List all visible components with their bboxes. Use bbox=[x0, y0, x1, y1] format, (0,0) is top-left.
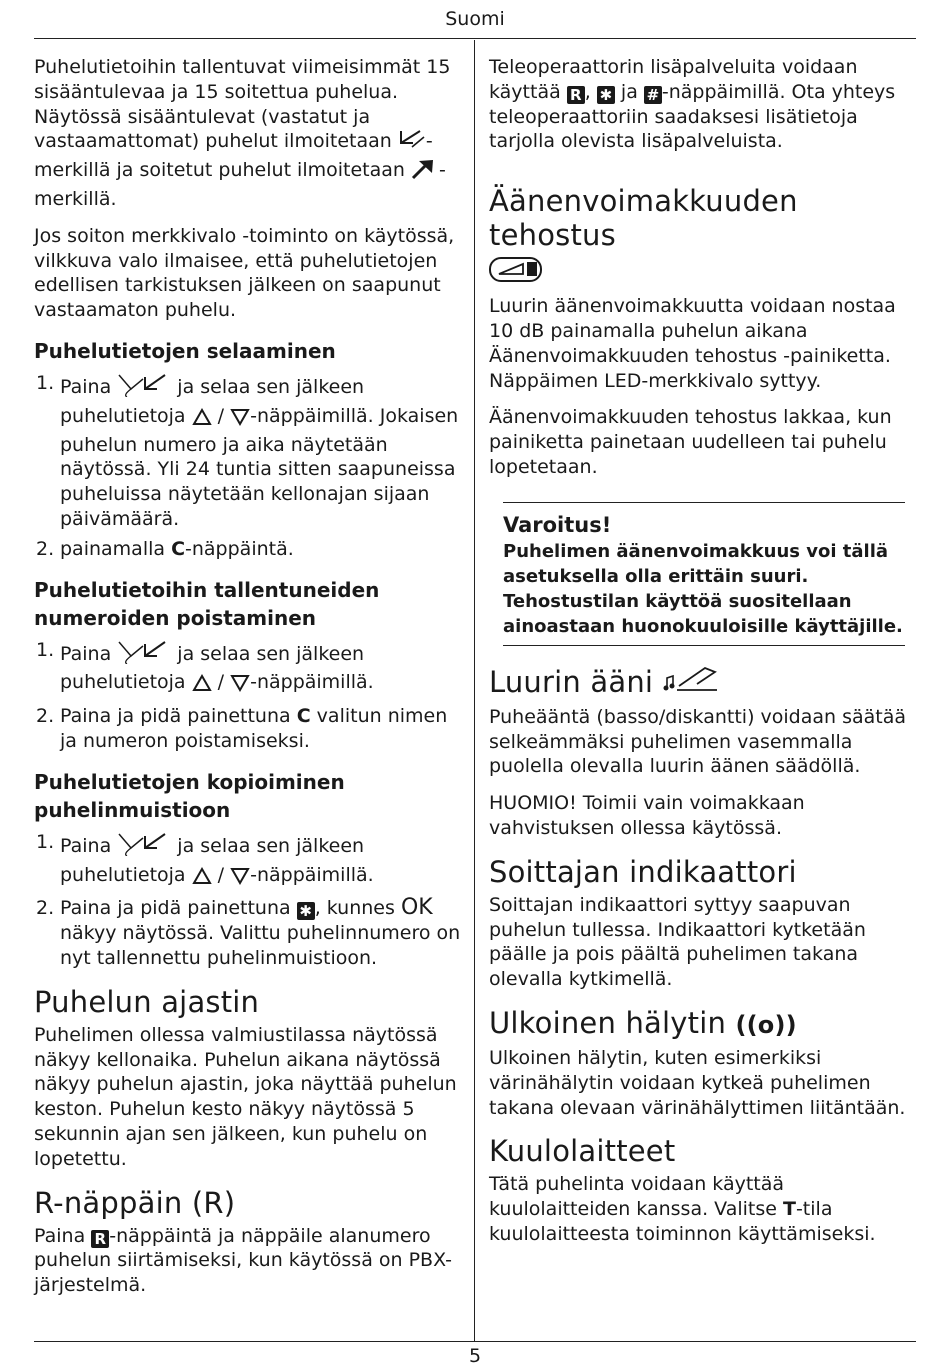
star-key-icon: ✱ bbox=[597, 86, 615, 104]
warning-body: Puhelimen äänenvoimakkuus voi tällä asetuksella olla erittäin suuri. Tehostustilan käyttöä suositellaan ainoastaan huonokuuloisille käyttäjille. bbox=[503, 540, 903, 637]
c-key-label: C bbox=[171, 537, 186, 560]
ok-display-text: OK bbox=[400, 895, 433, 921]
heading-external-alert: Ulkoinen hälytin ((o)) bbox=[489, 1005, 797, 1040]
incoming-call-icon bbox=[398, 129, 426, 158]
call-log-key-icon bbox=[117, 638, 171, 671]
copy-steps bbox=[34, 830, 464, 971]
heading-copy: Puhelutietojen kopioiminen puhelinmuistioon bbox=[34, 769, 345, 822]
hash-key-icon: # bbox=[644, 86, 662, 104]
caller-indicator-text: Soittajan indikaattori syttyy saapuvan puhelun tullessa. Indikaattori kytketään päälle ja pois päältä puhelimen takana olevalla kytkimellä. bbox=[489, 893, 866, 991]
list-item: 2. painamalla C-näppäintä. bbox=[36, 537, 294, 560]
warning-title: Varoitus! bbox=[503, 512, 612, 537]
heading-caller-indicator: Soittajan indikaattori bbox=[489, 854, 797, 889]
heading-browse: Puhelutietojen selaaminen bbox=[34, 338, 336, 363]
c-key-label: C bbox=[296, 705, 311, 728]
call-timer-text: Puhelimen ollessa valmiustilassa näytössä näkyy kellonaika. Puhelun aikana näytössä näkyy puhelun ajastin, joka näyttää puhelun keston. Puhelun kesto näkyy näytössä 5 sekunnin ajan sen jälkeen, kun puhelu on lopetettu. bbox=[34, 1023, 457, 1170]
outgoing-call-icon bbox=[411, 158, 439, 187]
down-arrow-icon bbox=[230, 867, 250, 892]
right-column bbox=[489, 55, 919, 1259]
handset-tone-icon bbox=[663, 664, 723, 701]
heading-handset-tone: Luurin ääni bbox=[489, 664, 919, 701]
heading-volume-boost: Äänenvoimakkuuden tehostus bbox=[489, 184, 798, 253]
up-arrow-icon bbox=[192, 674, 212, 699]
down-arrow-icon bbox=[230, 408, 250, 433]
list-item: 1. Paina ja selaa sen jälkeen puhelutietoja / -näppäimillä. Jokaisen puhelun numero ja aika näytetään näytössä. Yli 24 tuntia sitten saapuneissa puheluissa näytetään kellonajan sijaan päivämäärä. bbox=[36, 371, 459, 530]
handset-tone-text-1: Puheääntä (basso/diskantti) voidaan säätää selkeämmäksi puhelimen vasemmalla puolella olevalla luurin äänen säädöllä. bbox=[489, 705, 907, 778]
page-header: Suomi bbox=[445, 8, 505, 30]
call-log-key-icon bbox=[117, 371, 171, 404]
top-rule bbox=[34, 38, 916, 39]
operator-services-text: Teleoperaattorin lisäpalveluita voidaan käyttää R , ✱ ja # -näppäimillä. Ota yhteys teleoperaattoriin saadaksesi lisätietoja tarjolla olevista lisäpalveluista. bbox=[489, 56, 896, 153]
left-column bbox=[34, 55, 464, 1310]
down-arrow-icon bbox=[230, 674, 250, 699]
star-key-icon: ✱ bbox=[297, 902, 315, 920]
handset-tone-text-2: HUOMIO! Toimii vain voimakkaan vahvistuksen ollessa käytössä. bbox=[489, 792, 805, 839]
bottom-rule bbox=[34, 1341, 916, 1342]
heading-r-key: R-näppäin (R) bbox=[34, 1185, 236, 1220]
external-alert-text: Ulkoinen hälytin, kuten esimerkiksi värinähälytin voidaan kytkeä puhelimen takana olevaan värinähälyttimen liitäntään. bbox=[489, 1046, 906, 1119]
r-key-icon: R bbox=[567, 86, 585, 104]
call-log-key-icon bbox=[117, 830, 171, 863]
volume-boost-text-1: Luurin äänenvoimakkuutta voidaan nostaa 10 dB painamalla puhelun aikana Äänenvoimakkuuden tehostus -painiketta. Näppäimen LED-merkkivalo syttyy. bbox=[489, 295, 896, 392]
warning-box bbox=[503, 502, 905, 646]
list-item: 2. Paina ja pidä painettuna C valitun nimen ja numeron poistamiseksi. bbox=[36, 705, 448, 752]
r-key-text: Paina R -näppäintä ja näppäile alanumero puhelun siirtämiseksi, kun käytössä on PBX-järjestelmä. bbox=[34, 1224, 453, 1297]
missed-call-paragraph: Jos soiton merkkivalo -toiminto on käytössä, vilkkuva valo ilmaisee, että puhelutietojen edellisen tarkistuksen jälkeen on saapunut vastaamaton puhelu. bbox=[34, 224, 455, 322]
volume-boost-icon bbox=[489, 256, 919, 288]
page-number: 5 bbox=[468, 1345, 482, 1367]
volume-boost-text-2: Äänenvoimakkuuden tehostus lakkaa, kun painiketta painetaan uudelleen tai puhelu lopetetaan. bbox=[489, 406, 892, 478]
column-divider bbox=[474, 40, 475, 1341]
external-alert-icon: ((o)) bbox=[735, 1010, 797, 1039]
t-mode-label: T bbox=[782, 1198, 796, 1221]
list-item: 1. Paina ja selaa sen jälkeen puhelutietoja / -näppäimillä. bbox=[34, 830, 464, 892]
hearing-aids-text: Tätä puhelinta voidaan käyttää kuulolaitteiden kanssa. Valitse T-tila kuulolaitteesta toiminnon käyttämiseksi. bbox=[489, 1173, 876, 1245]
call-log-intro: Puhelutietoihin tallentuvat viimeisimmät 15 sisääntulevaa ja 15 soitettua puhelua. Näytössä sisääntulevat (vastatut ja vastaamattomat) puhelut ilmoitetaan -merkillä ja soitetut puhelut ilmoitetaan -merkillä. bbox=[34, 56, 451, 210]
r-key-icon: R bbox=[91, 1230, 109, 1248]
list-item: 1. Paina ja selaa sen jälkeen puhelutietoja / -näppäimillä. bbox=[34, 638, 464, 700]
heading-call-timer: Puhelun ajastin bbox=[34, 984, 260, 1019]
browse-steps bbox=[34, 371, 464, 562]
list-item: 2. Paina ja pidä painettuna ✱ , kunnes OK näkyy näytössä. Valittu puhelinnumero on nyt tallennettu puhelinmuistioon. bbox=[36, 895, 461, 969]
up-arrow-icon bbox=[192, 408, 212, 433]
heading-delete: Puhelutietoihin tallentuneiden numeroiden poistaminen bbox=[34, 577, 380, 630]
delete-steps bbox=[34, 638, 464, 754]
heading-hearing-aids: Kuulolaitteet bbox=[489, 1134, 676, 1169]
up-arrow-icon bbox=[192, 867, 212, 892]
